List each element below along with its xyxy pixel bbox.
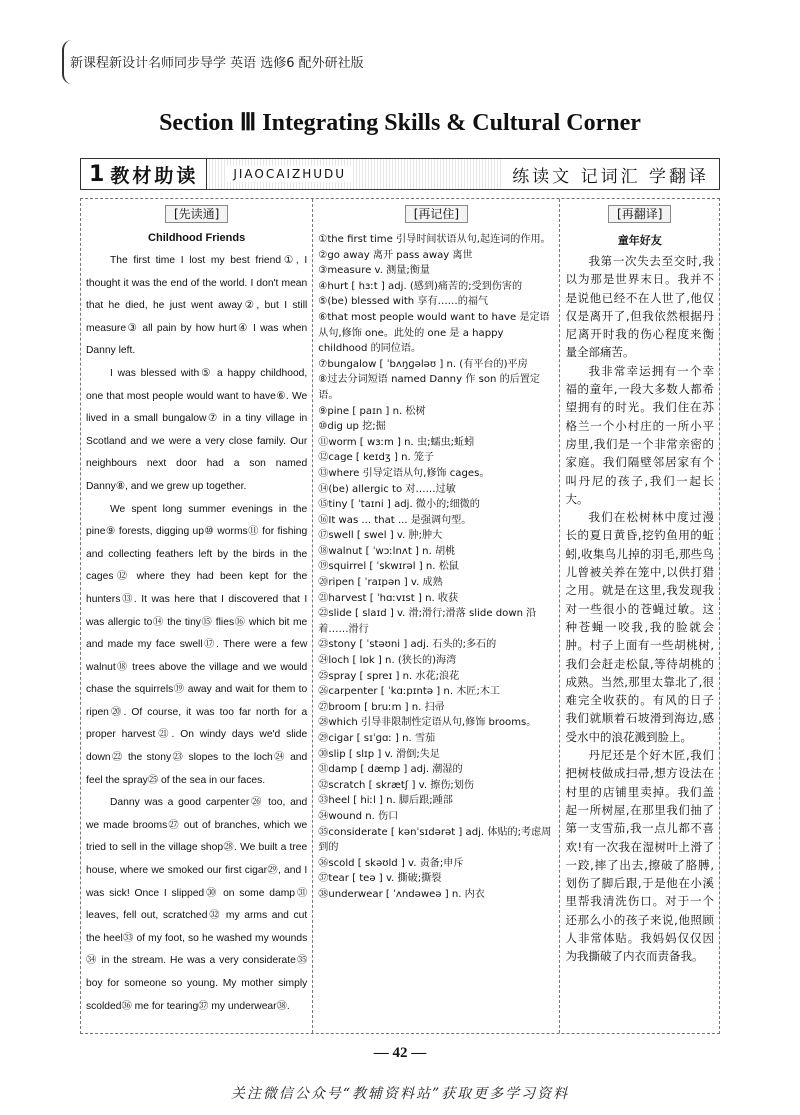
story-paragraph: The first time I lost my best friend①, I thought it was the end of the world. I don't mean that he died, he just went away②, but I still measure③ all pain by how hurt④ I was when Danny left. xyxy=(86,255,308,357)
vocabulary-list xyxy=(318,232,554,903)
vocab-item: ⑨pine [ paɪn ] n. 松树 xyxy=(318,405,426,417)
story-paragraph: I was blessed with⑤ a happy childhood, one that most people would want to have⑥. We lived in a small bungalow⑦ in a tiny village in Scotland and we were a very close family. Our neighbours next door had a son named Danny⑧, and we grew up together. xyxy=(86,367,308,492)
vocab-item: ②go away 离开 pass away 离世 xyxy=(318,249,473,261)
translation-paragraph: 我第一次失去至交时,我以为那是世界末日。我并不是说他已经不在人世了,他仅仅是离开了,但我依然根据丹尼离开时我的伤心程度来衡量全部痛苦。 xyxy=(565,254,714,360)
translation-paragraph: 我非常幸运拥有一个幸福的童年,一段大多数人都希望拥有的时光。我们住在苏格兰一个小村庄的一所小平房里,我们是一个非常亲密的家庭。我们隔壁邻居家有个叫丹尼的孩子,我们一起长大。 xyxy=(565,363,714,506)
banner-label xyxy=(81,159,207,189)
three-column-layout xyxy=(80,198,720,1034)
vocab-item: ㉒slide [ slaɪd ] v. 滑;滑行;滑落 slide down 沿着……滑行 xyxy=(318,608,537,635)
vocab-item: ㉜scratch [ skrætʃ ] v. 擦伤;划伤 xyxy=(318,779,475,791)
vocab-item: ㉔loch [ lɒk ] n. (狭长的)海湾 xyxy=(318,655,457,667)
vocab-item: ⑰swell [ swel ] v. 肿;肿大 xyxy=(318,530,443,542)
vocab-item: ⑳ripen [ ˈraɪpən ] v. 成熟 xyxy=(318,577,443,589)
vocab-item: ⑯It was ... that ... 是强调句型。 xyxy=(318,514,472,526)
vocab-item: ⑬where 引导定语从句,修饰 cages。 xyxy=(318,467,490,479)
vocab-item: ⑤(be) blessed with 享有……的福气 xyxy=(318,296,489,308)
story-paragraph: Danny was a good carpenter㉖ too, and we made brooms㉗ out of branches, which we tried to sell in the village shop㉘. We built a tree house, where we smoked our first cigar㉙, and I was sick! Once I slipped㉚ on some damp㉛ leaves, fell out, scratched㉜ my arms and cut the heel㉝ of my foot, so he washed my wounds㉞ in the stream. He was a very considerate㉟ boy for someone so young. My mother simply scolded㊱ me for tearing㊲ my underwear㊳. xyxy=(86,797,308,1012)
footer-note: 关注微信公众号“教辅资料站”获取更多学习资料 xyxy=(230,1086,570,1102)
story-title: Childhood Friends xyxy=(148,232,246,244)
vocab-item: ㉝heel [ hiːl ] n. 脚后跟;踵部 xyxy=(318,795,453,807)
vocab-item: ④hurt [ hɜːt ] adj. (感到)痛苦的;受到伤害的 xyxy=(318,280,523,292)
vocab-item: ㉑harvest [ ˈhɑːvɪst ] n. 收获 xyxy=(318,592,459,604)
vocab-item: ㉕spray [ spreɪ ] n. 水花;浪花 xyxy=(318,670,460,682)
vocab-item: ㊱scold [ skəʊld ] v. 责备;申斥 xyxy=(318,857,464,869)
vocab-item: ㊲tear [ teə ] v. 撕破;撕裂 xyxy=(318,873,442,885)
story-paragraph: We spent long summer evenings in the pine⑨ forests, digging up⑩ worms⑪ for fishing and collecting feathers left by the birds in the cages⑫ where they had been kept for the hunters⑬. It was here that I discovered that I was allergic to⑭ the tiny⑮ flies⑯ which bit me and made my face swell⑰. There were a few walnut⑱ trees above the village and we would chase the squirrels⑲ away and wait for them to ripen⑳. Of course, it was too far north for a proper harvest㉑. On windy days we'd slide down㉒ the stony㉓ slopes to the loch㉔ and feel the spray㉕ of the sea in our faces. xyxy=(86,503,308,786)
page-number: — 42 — xyxy=(373,1045,427,1061)
translation-column xyxy=(560,199,719,1033)
vocab-item: ⑧过去分词短语 named Danny 作 son 的后置定语。 xyxy=(318,374,540,401)
vocab-item: ⑩dig up 挖;掘 xyxy=(318,421,386,433)
vocab-item: ⑪worm [ wɜːm ] n. 虫;蠕虫;蚯蚓 xyxy=(318,436,475,448)
vocabulary-column xyxy=(313,199,560,1033)
banner-number: 1 xyxy=(89,161,105,187)
vocab-item: ㉟considerate [ kənˈsɪdərət ] adj. 体贴的;考虑周到的 xyxy=(318,826,552,854)
banner-subtitle: 练读文 记词汇 学翻译 xyxy=(502,159,719,189)
translation-column-head: [再翻译] xyxy=(565,205,714,222)
banner-pinyin: JIAOCAIZHUDU xyxy=(227,166,352,182)
vocab-item: ㉖carpenter [ ˈkɑːpɪntə ] n. 木匠;木工 xyxy=(318,686,501,698)
vocab-item: ⑫cage [ keɪdʒ ] n. 笼子 xyxy=(318,452,435,464)
vocab-item: ㉗broom [ bruːm ] n. 扫帚 xyxy=(318,701,445,713)
vocab-item: ㊳underwear [ ˈʌndəweə ] n. 内衣 xyxy=(318,888,485,900)
translation-paragraph: 我们在松树林中度过漫长的夏日黄昏,挖钓鱼用的蚯蚓,收集鸟儿掉的羽毛,那些鸟儿曾被关养在笼中,以供打猎之用。就是在这里,我发现我对一些很小的苍蝇过敏。这种苍蝇一咬我,我的脸就会肿。村子上面有一些胡桃树,我们会赶走松鼠,等待胡桃的成熟。当然,那里太靠北了,很难完全收获的。有风的日子我们就顺着石坡滑到海边,感受水中的浪花溅到脸上。 xyxy=(565,510,714,744)
section-banner xyxy=(80,158,720,190)
reading-column xyxy=(81,199,313,1033)
reading-column-head: [先读通] xyxy=(86,205,307,222)
vocab-item: ㉛damp [ dæmp ] adj. 潮湿的 xyxy=(318,764,463,776)
vocab-item: ⑱walnut [ ˈwɔːlnʌt ] n. 胡桃 xyxy=(318,545,456,557)
vocab-item: ③measure v. 测量;衡量 xyxy=(318,265,430,277)
vocab-item: ⑮tiny [ ˈtaɪni ] adj. 微小的;细微的 xyxy=(318,499,480,511)
translation-paragraph: 丹尼还是个好木匠,我们把树枝做成扫帚,想方设法在村里的店铺里卖掉。我们盖起一所树屋,在那里我们抽了第一支雪茄,我一点儿都不喜欢!有一次我在湿树叶上滑了一跤,摔了出去,擦破了胳膊,划伤了脚后跟,于是他在小溪里帮我清洗伤口。对于一个还那么小的孩子来说,他照顾人非常体贴。我妈妈仅仅因为我撕破了内衣而责备我。 xyxy=(565,748,714,964)
vocab-item: ㉚slip [ slɪp ] v. 滑倒;失足 xyxy=(318,748,440,760)
banner-title: 教材助读 xyxy=(110,164,199,187)
vocab-item: ㉞wound n. 伤口 xyxy=(318,810,399,822)
vocab-item: ㉓stony [ ˈstəʊni ] adj. 石头的;多石的 xyxy=(318,639,497,651)
section-title: Section Ⅲ Integrating Skills & Cultural Corner xyxy=(159,110,641,136)
vocabulary-column-head: [再记住] xyxy=(318,205,554,222)
vocab-item: ⑭(be) allergic to 对……过敏 xyxy=(318,483,456,495)
vocab-item: ㉘which 引导非限制性定语从句,修饰 brooms。 xyxy=(318,717,537,729)
book-header: 新课程新设计名师同步导学 英语 选修6 配外研社版 xyxy=(70,56,364,71)
vocab-item: ⑦bungalow [ ˈbʌŋɡələʊ ] n. (有平台的)平房 xyxy=(318,358,528,370)
vocab-item: ⑲squirrel [ ˈskwɪrəl ] n. 松鼠 xyxy=(318,561,459,573)
translation-title: 童年好友 xyxy=(617,234,662,247)
vocab-item: ⑥that most people would want to have 是定语从句,修饰 one。此处的 one 是 a happy childhood 的同位语。 xyxy=(318,311,550,355)
vocab-item: ①the first time 引导时间状语从句,起连词的作用。 xyxy=(318,234,551,245)
vocab-item: ㉙cigar [ sɪˈɡɑː ] n. 雪茄 xyxy=(318,733,436,744)
